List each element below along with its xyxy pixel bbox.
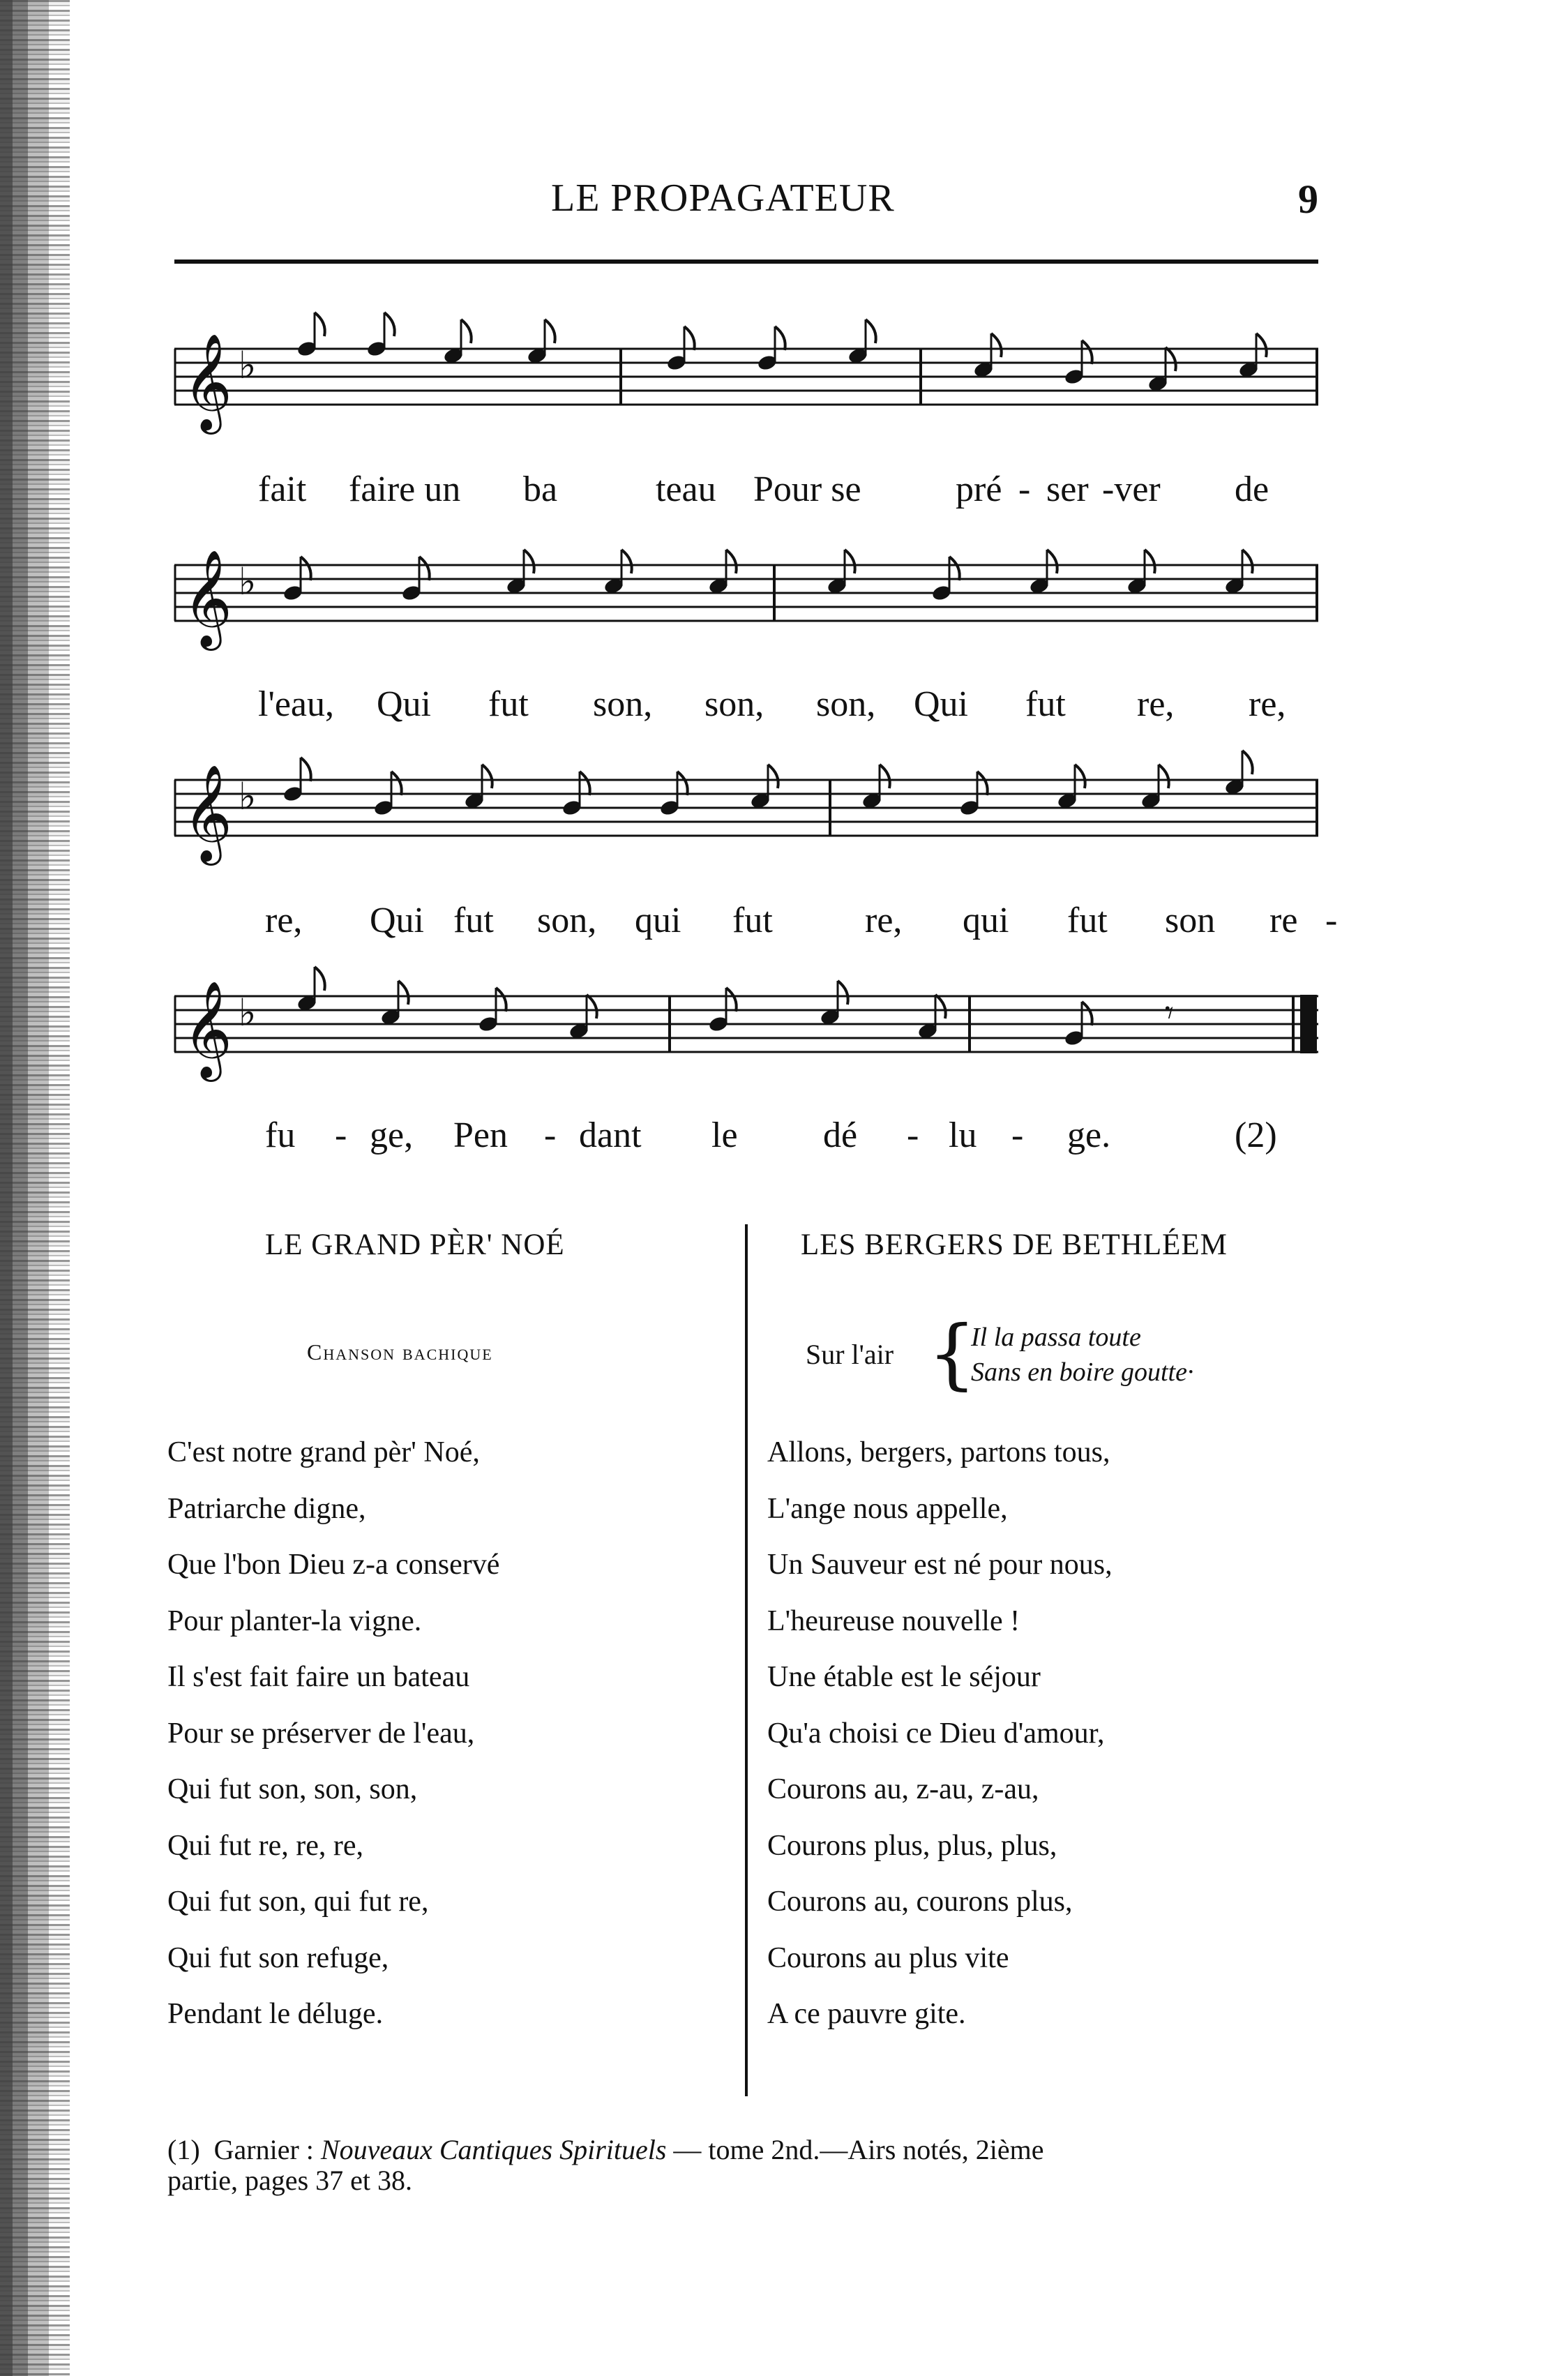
- lyric-syllable: qui: [963, 901, 1009, 940]
- lyric-syllable: le: [711, 1115, 738, 1155]
- verse-line: Courons plus, plus, plus,: [767, 1829, 1057, 1862]
- running-header: [174, 176, 1318, 232]
- note-flag: [880, 765, 890, 788]
- lyric-syllable: -: [1018, 469, 1031, 509]
- note-flag: [1082, 1002, 1092, 1025]
- lyric-syllable: ge.: [1067, 1115, 1111, 1155]
- note-flag: [384, 313, 395, 336]
- lyric-syllable: re,: [1137, 684, 1175, 724]
- book-spine-edge: [0, 0, 70, 2376]
- lyric-syllable: Pen: [453, 1115, 508, 1155]
- note-flag: [1145, 550, 1155, 573]
- lyric-syllable: Qui: [914, 684, 968, 724]
- lyric-syllable: ba: [523, 469, 558, 509]
- note-icon: [1224, 550, 1253, 595]
- note-icon: [380, 981, 409, 1026]
- note-flag: [461, 319, 472, 343]
- lyric-syllable: ge,: [370, 1115, 414, 1155]
- note-icon: [973, 333, 1002, 379]
- verse-line: Un Sauveur est né pour nous,: [767, 1549, 1113, 1581]
- lyric-syllable: Qui: [377, 684, 431, 724]
- verse-line: Pendant le déluge.: [167, 1998, 384, 2030]
- verse-line: Que l'bon Dieu z-a conservé: [167, 1549, 500, 1581]
- footnote-author: Garnier :: [213, 2134, 314, 2165]
- verse-line: Pour planter-la vigne.: [167, 1604, 422, 1637]
- lyric-syllable: (2): [1235, 1115, 1277, 1155]
- lyric-syllable: fut: [1067, 901, 1108, 940]
- note-flag: [315, 313, 325, 336]
- verse-line: Qu'a choisi ce Dieu d'amour,: [767, 1717, 1105, 1750]
- lyric-syllable: -: [1325, 901, 1338, 940]
- note-icon: [1147, 347, 1176, 393]
- lyric-syllable: -: [1011, 1115, 1024, 1155]
- lyric-syllable: Qui: [370, 901, 424, 940]
- note-icon: [1238, 333, 1267, 379]
- column-divider: [745, 1224, 748, 2096]
- note-icon: [443, 319, 472, 365]
- verse-line: L'ange nous appelle,: [767, 1492, 1008, 1525]
- verse-line: Courons au, z-au, z-au,: [767, 1773, 1039, 1805]
- note-icon: [1140, 765, 1169, 810]
- footnote-mark: (1): [167, 2134, 200, 2165]
- note-flag: [524, 550, 534, 573]
- note-flag: [935, 995, 946, 1018]
- verse-line: Allons, bergers, partons tous,: [767, 1436, 1110, 1468]
- lyric-syllable: re: [1269, 901, 1298, 940]
- lyric-syllable: son,: [816, 684, 876, 724]
- note-flag: [1075, 765, 1085, 788]
- note-flag: [1082, 340, 1092, 364]
- note-flag: [977, 772, 988, 795]
- lyric-syllable: fait: [258, 469, 307, 509]
- rest-icon: 𝄾: [1165, 993, 1174, 1032]
- note-flag: [991, 333, 1002, 357]
- left-poem-subtitle: Chanson bachique: [307, 1339, 493, 1364]
- lyric-syllable: fut: [488, 684, 529, 724]
- lyric-syllable: de: [1235, 469, 1269, 509]
- lyric-syllable: faire un: [349, 469, 461, 509]
- note-flag: [587, 995, 597, 1018]
- air-brace: {: [928, 1309, 977, 1398]
- note-flag: [838, 981, 848, 1005]
- note-flag: [1242, 751, 1253, 774]
- music-staff-4: [174, 982, 1318, 1087]
- lyric-syllable: re,: [865, 901, 903, 940]
- note-icon: [1057, 765, 1085, 810]
- note-flag: [315, 967, 325, 991]
- note-flag: [1047, 550, 1057, 573]
- footnote-work-title: Nouveaux Cantiques Spirituels: [320, 2134, 667, 2165]
- verse-line: Qui fut re, re, re,: [167, 1829, 364, 1862]
- treble-clef-icon: 𝄞: [183, 981, 232, 1078]
- lyric-syllable: re,: [265, 901, 303, 940]
- note-flag: [301, 557, 311, 580]
- verse-line: A ce pauvre gite.: [767, 1998, 966, 2030]
- lyric-syllable: qui: [635, 901, 681, 940]
- lyric-syllable: son,: [537, 901, 597, 940]
- header-rule: [174, 260, 1318, 264]
- note-icon: [366, 313, 395, 358]
- note-icon: [568, 995, 597, 1040]
- lyric-syllable: Pour se: [753, 469, 861, 509]
- note-flag: [1256, 333, 1267, 357]
- note-icon: [506, 550, 534, 595]
- note-flag: [301, 758, 311, 781]
- note-icon: [296, 967, 325, 1012]
- note-flag: [545, 319, 555, 343]
- verse-line: Courons au plus vite: [767, 1941, 1009, 1974]
- verse-line: Courons au, courons plus,: [767, 1886, 1073, 1918]
- lyric-syllable: son: [1165, 901, 1216, 940]
- air-line-1: Il la passa toute: [971, 1323, 1141, 1352]
- page-number: 9: [1298, 176, 1318, 222]
- note-flag: [684, 326, 695, 350]
- note-icon: [603, 550, 632, 595]
- lyric-syllable: teau: [656, 469, 716, 509]
- note-flag: [775, 326, 785, 350]
- note-icon: [917, 995, 946, 1040]
- note-flag: [949, 557, 960, 580]
- note-flag: [677, 772, 688, 795]
- note-icon: [527, 319, 555, 365]
- air-label: Sur l'air: [806, 1339, 894, 1370]
- lyric-syllable: lu: [949, 1115, 977, 1155]
- note-icon: [1126, 550, 1155, 595]
- music-staff-3: [174, 766, 1318, 871]
- note-flag: [419, 557, 430, 580]
- note-icon: [708, 550, 737, 595]
- note-icon: [464, 765, 492, 810]
- note-flag: [726, 550, 737, 573]
- note-flag: [845, 550, 855, 573]
- lyric-syllable: re,: [1249, 684, 1286, 724]
- left-poem-title: LE GRAND PÈR' NOÉ: [265, 1228, 565, 1261]
- note-icon: [827, 550, 855, 595]
- note-flag: [866, 319, 876, 343]
- flat-sign-icon: ♭: [239, 991, 257, 1035]
- lyric-syllable: dant: [579, 1115, 642, 1155]
- lyric-syllable: son,: [593, 684, 653, 724]
- air-line-2: Sans en boire goutte·: [971, 1358, 1194, 1387]
- note-icon: [820, 981, 848, 1026]
- note-flag: [496, 988, 506, 1012]
- lyric-syllable: -: [335, 1115, 347, 1155]
- note-icon: [1224, 751, 1253, 796]
- verse-line: Qui fut son, son, son,: [167, 1773, 418, 1805]
- note-flag: [1242, 550, 1253, 573]
- lyric-syllable: -: [544, 1115, 557, 1155]
- music-staff-1: [174, 335, 1318, 439]
- note-icon: [1029, 550, 1057, 595]
- treble-clef-icon: 𝄞: [183, 333, 232, 430]
- note-flag: [768, 765, 778, 788]
- final-barline-thick: [1300, 995, 1317, 1053]
- music-staff-2: [174, 551, 1318, 656]
- note-icon: [750, 765, 778, 810]
- lyric-syllable: fu: [265, 1115, 296, 1155]
- lyric-syllable: -: [907, 1115, 919, 1155]
- verse-line: Qui fut son refuge,: [167, 1941, 389, 1974]
- lyric-syllable: -ver: [1102, 469, 1161, 509]
- lyric-syllable: fut: [453, 901, 494, 940]
- lyric-syllable: l'eau,: [258, 684, 334, 724]
- footnote-rest: — tome 2nd.—Airs notés, 2ième: [673, 2134, 1044, 2165]
- lyric-syllable: son,: [704, 684, 764, 724]
- lyric-syllable: pré: [956, 469, 1002, 509]
- note-flag: [1166, 347, 1176, 371]
- lyric-syllable: dé: [823, 1115, 858, 1155]
- lyrics-line-3: [174, 900, 1360, 949]
- verse-line: Une étable est le séjour: [767, 1661, 1041, 1693]
- footnote-line-2: partie, pages 37 et 38.: [167, 2165, 412, 2196]
- note-flag: [621, 550, 632, 573]
- note-flag: [482, 765, 492, 788]
- lyric-syllable: ser: [1046, 469, 1089, 509]
- right-poem-title: LES BERGERS DE BETHLÉEM: [801, 1228, 1228, 1261]
- treble-clef-icon: 𝄞: [183, 765, 232, 862]
- flat-sign-icon: ♭: [239, 343, 257, 387]
- note-icon: [296, 313, 325, 358]
- lyrics-line-2: [174, 684, 1360, 732]
- verse-line: Pour se préserver de l'eau,: [167, 1717, 475, 1750]
- note-flag: [726, 988, 737, 1012]
- lyric-syllable: fut: [732, 901, 773, 940]
- treble-clef-icon: 𝄞: [183, 550, 232, 647]
- flat-sign-icon: ♭: [239, 559, 257, 603]
- note-flag: [391, 772, 402, 795]
- note-flag: [1159, 765, 1169, 788]
- verse-line: Patriarche digne,: [167, 1492, 366, 1525]
- running-title: LE PROPAGATEUR: [551, 176, 895, 220]
- lyrics-line-1: [174, 469, 1360, 518]
- flat-sign-icon: ♭: [239, 774, 257, 818]
- note-icon: [861, 765, 890, 810]
- footnote: [167, 2135, 1339, 2196]
- note-flag: [398, 981, 409, 1005]
- verse-line: Il s'est fait faire un bateau: [167, 1661, 470, 1693]
- lyric-syllable: fut: [1025, 684, 1066, 724]
- lyrics-line-4: [174, 1115, 1360, 1164]
- note-icon: [847, 319, 876, 365]
- verse-line: L'heureuse nouvelle !: [767, 1604, 1020, 1637]
- note-flag: [580, 772, 590, 795]
- verse-line: C'est notre grand pèr' Noé,: [167, 1436, 480, 1468]
- verse-line: Qui fut son, qui fut re,: [167, 1886, 429, 1918]
